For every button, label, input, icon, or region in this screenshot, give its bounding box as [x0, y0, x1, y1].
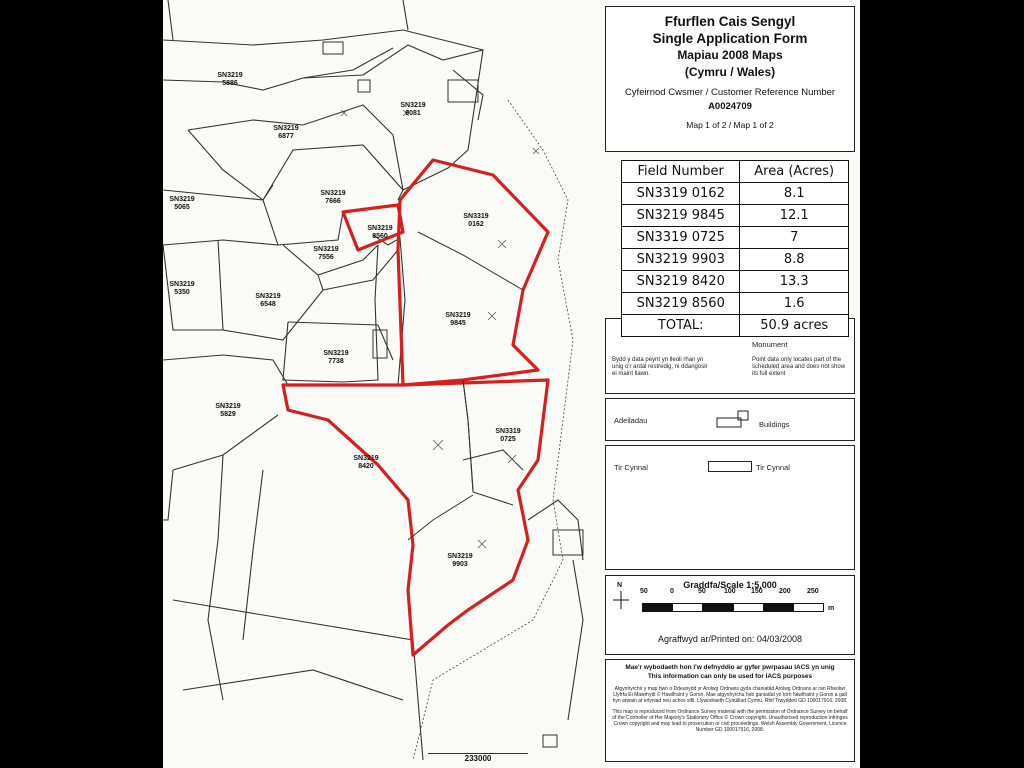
scale-panel — [605, 575, 855, 655]
field-number: SN3319 0162 — [622, 183, 740, 205]
use-note-welsh: Mae'r wybodaeth hon i'w defnyddio ar gyfer pwrpasau IACS yn unig — [625, 664, 835, 671]
table-row — [622, 293, 849, 315]
country: (Cymru / Wales) — [684, 65, 776, 79]
claimed-field-boundaries — [283, 160, 548, 655]
field-centroid-marks — [341, 110, 539, 548]
parcel-label: SN3219 7556 — [313, 246, 339, 261]
buildings-label-english: Buildings — [759, 420, 790, 429]
field-8420-0725-9903 — [283, 380, 548, 655]
parcel-label: SN3219 9903 — [447, 553, 473, 568]
parcel-label: SN3219 6548 — [255, 293, 281, 308]
field-area: 8.1 — [740, 183, 849, 205]
notes-panel — [605, 659, 855, 762]
grid-reference: 233000 — [428, 753, 528, 763]
field-area: 1.6 — [740, 293, 849, 315]
table-row — [622, 249, 849, 271]
column-header-field: Field Number — [622, 161, 740, 183]
field-area-table — [621, 160, 849, 337]
parcel-label: SN3219 9081 — [400, 102, 426, 117]
parcel-label: SN3219 5886 — [217, 72, 243, 87]
scale-tick: 100 — [724, 588, 736, 595]
scale-unit: m — [828, 605, 835, 612]
use-note-english: This information can only be used for IACS purposes — [647, 673, 813, 680]
field-area: 7 — [740, 227, 849, 249]
parcel-label: SN3219 8560 — [367, 225, 393, 240]
point-note-english: Point data only locates part of the scheduled area and does not show its full extent — [752, 357, 846, 377]
total-value: 50.9 acres — [740, 315, 849, 337]
scale-title: Graddfa/Scale 1:5,000 — [683, 580, 777, 590]
map-page-indicator: Map 1 of 2 / Map 1 of 2 — [686, 120, 774, 130]
parcel-label: SN3219 7666 — [320, 190, 346, 205]
form-title-english: Single Application Form — [652, 31, 808, 46]
parcel-label: SN3219 6877 — [273, 125, 299, 140]
field-number: SN3219 9903 — [622, 249, 740, 271]
north-arrow-icon — [612, 579, 632, 609]
table-row — [622, 271, 849, 293]
maps-year: Mapiau 2008 Maps — [677, 48, 783, 62]
parcel-label: SN3219 8420 — [353, 455, 379, 470]
field-number: SN3219 8420 — [622, 271, 740, 293]
point-note-welsh: Bydd y data peynt yn lleoli rhan yn unig o'r ardal restredig, ni ddangosir ei maint llawn. — [612, 357, 708, 377]
monument-label: Monument — [752, 340, 788, 349]
scale-bar — [642, 603, 824, 612]
scale-tick: 50 — [640, 588, 648, 595]
buildings — [323, 42, 583, 747]
parcel-label: SN3319 0162 — [463, 213, 489, 228]
total-row — [622, 315, 849, 337]
parcel-label: SN3219 7738 — [323, 350, 349, 365]
tir-cynnal-label-welsh: Tir Cynnal — [614, 463, 648, 472]
field-area: 12.1 — [740, 205, 849, 227]
buildings-label-welsh: Adeiladau — [614, 416, 648, 425]
parcel-label: SN3219 5065 — [169, 196, 195, 211]
table-row — [622, 183, 849, 205]
title-panel — [605, 6, 855, 152]
map-canvas[interactable] — [163, 0, 603, 768]
parcel-label: SN3319 0725 — [495, 428, 521, 443]
table-row — [622, 227, 849, 249]
scale-tick: 50 — [698, 588, 706, 595]
north-label: N — [617, 582, 623, 589]
copyright-english: This map is reproduced from Ordnance Survey material with the permission of Ordnance Survey on behalf of the Controller of Her Majesty's Stationery Office © Crown copyright. Unauthorised reproduction infringes Crown copyright and may lead to prosecution or civil proceedings. Welsh Assembly Government, Licence Number GD 100017916, 2008. — [612, 709, 848, 733]
parcel-label: SN3219 9845 — [445, 312, 471, 327]
field-area: 8.8 — [740, 249, 849, 271]
reference-value: A0024709 — [708, 101, 752, 112]
red-area-dividers — [408, 232, 523, 540]
column-header-area: Area (Acres) — [740, 161, 849, 183]
table-row — [622, 205, 849, 227]
field-number: SN3219 8560 — [622, 293, 740, 315]
field-area: 13.3 — [740, 271, 849, 293]
form-title-welsh: Ffurflen Cais Sengyl — [664, 14, 796, 29]
buildings-legend — [605, 398, 855, 441]
map-sheet — [163, 0, 860, 768]
parcel-label: SN3219 5350 — [169, 281, 195, 296]
printed-on-label: Agraffwyd ar/Printed on: — [658, 634, 755, 644]
scale-tick: 200 — [779, 588, 791, 595]
field-number: SN3319 0725 — [622, 227, 740, 249]
tir-cynnal-symbol-icon — [708, 461, 752, 472]
total-label: TOTAL: — [622, 315, 740, 337]
field-0162-9845 — [398, 160, 548, 385]
tir-cynnal-legend — [605, 445, 855, 570]
copyright-welsh: Atgynhyrchir y map hwn o Ddeunydd yr Arolwg Ordnans gyda chaniatâd Arolwg Ordnans ar ran Rheolwr Llyfrfa Ei Mawrhydi © Hawlfraint y Goron. Mae atgynhyrchu heb ganiatâd yn torri hawlfraint y Goron a gall hyn arwain at erlyniad neu achos sifil. Llywodraeth Cynulliad Cymru, Rhif Trwydded GD 100017916, 2008. — [612, 686, 848, 704]
printed-on-date: 04/03/2008 — [756, 634, 802, 644]
scale-tick: 250 — [807, 588, 819, 595]
building-symbol-icon — [716, 409, 736, 427]
scale-tick: 0 — [670, 588, 674, 595]
scale-tick: 150 — [751, 588, 763, 595]
tir-cynnal-label-english: Tir Cynnal — [756, 463, 790, 472]
reference-label: Cyfeirnod Cwsmer / Customer Reference Number — [624, 87, 836, 98]
field-number: SN3219 9845 — [622, 205, 740, 227]
parcel-label: SN3219 5829 — [215, 403, 241, 418]
